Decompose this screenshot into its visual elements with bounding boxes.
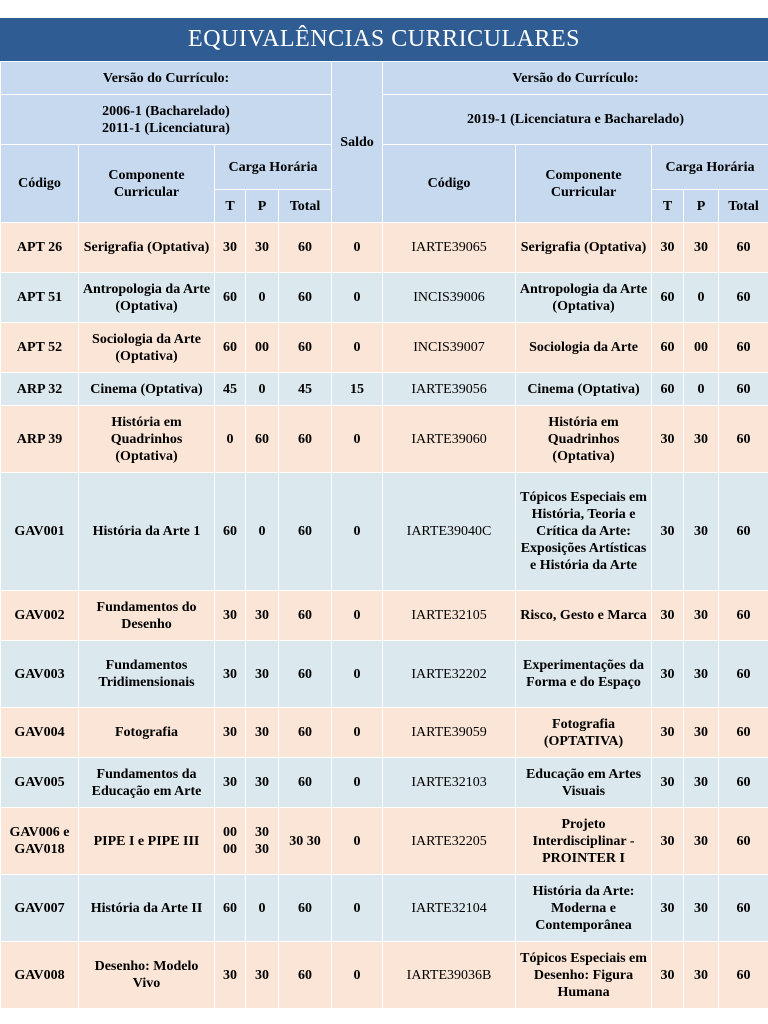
old-component-cell: PIPE I e PIPE III	[79, 808, 215, 875]
table-row	[1, 223, 768, 273]
balance-cell: 0	[332, 708, 383, 758]
new-code-cell: IARTE32105	[383, 591, 516, 641]
old-p-cell: 0	[246, 473, 279, 591]
new-component-cell: Tópicos Especiais em Desenho: Figura Humana	[516, 942, 652, 1009]
new-p-cell: 30	[684, 758, 719, 808]
new-component-cell: Experimentações da Forma e do Espaço	[516, 641, 652, 708]
left-version-line1: 2006-1 (Bacharelado)	[102, 103, 230, 119]
new-component-cell: História da Arte: Moderna e Contemporânea	[516, 875, 652, 942]
new-component-cell: Fotografia (OPTATIVA)	[516, 708, 652, 758]
old-component-cell: Cinema (Optativa)	[79, 373, 215, 406]
balance-cell: 0	[332, 473, 383, 591]
balance-cell: 0	[332, 223, 383, 273]
new-component-cell: Educação em Artes Visuais	[516, 758, 652, 808]
left-version-line2: 2011-1 (Licenciatura)	[102, 120, 230, 136]
old-code-cell: GAV001	[1, 473, 79, 591]
new-t-cell: 30	[652, 758, 684, 808]
balance-cell: 0	[332, 942, 383, 1009]
old-t-cell: 30	[215, 942, 246, 1009]
old-total-cell: 60	[279, 273, 332, 323]
new-total-cell: 60	[719, 591, 768, 641]
old-code-cell: GAV002	[1, 591, 79, 641]
balance-cell: 0	[332, 758, 383, 808]
new-p-cell: 30	[684, 808, 719, 875]
table-row	[1, 373, 768, 406]
table-row	[1, 591, 768, 641]
new-t-cell: 60	[652, 323, 684, 373]
old-total-cell: 60	[279, 323, 332, 373]
new-t-cell: 60	[652, 273, 684, 323]
new-code-cell: IARTE39040C	[383, 473, 516, 591]
table-row	[1, 758, 768, 808]
new-component-cell: Cinema (Optativa)	[516, 373, 652, 406]
new-total-cell: 60	[719, 273, 768, 323]
old-t-cell: 30	[215, 641, 246, 708]
old-p-cell: 0	[246, 273, 279, 323]
old-code-cell: ARP 32	[1, 373, 79, 406]
new-total-cell: 60	[719, 641, 768, 708]
old-p-cell: 0	[246, 373, 279, 406]
new-code-cell: IARTE32103	[383, 758, 516, 808]
right-t-header: T	[652, 190, 684, 223]
new-t-cell: 30	[652, 808, 684, 875]
old-total-cell: 60	[279, 406, 332, 473]
old-t-cell: 30	[215, 223, 246, 273]
new-total-cell: 60	[719, 323, 768, 373]
old-t-cell: 30	[215, 708, 246, 758]
old-component-cell: Sociologia da Arte (Optativa)	[79, 323, 215, 373]
old-p-cell: 30 30	[246, 808, 279, 875]
right-p-header: P	[684, 190, 719, 223]
old-component-cell: Fotografia	[79, 708, 215, 758]
table-row	[1, 708, 768, 758]
old-code-cell: APT 26	[1, 223, 79, 273]
old-code-cell: GAV004	[1, 708, 79, 758]
left-total-header: Total	[279, 190, 332, 223]
new-component-cell: Projeto Interdisciplinar - PROINTER I	[516, 808, 652, 875]
new-t-cell: 30	[652, 223, 684, 273]
new-p-cell: 30	[684, 942, 719, 1009]
table-row	[1, 473, 768, 591]
old-code-cell: GAV003	[1, 641, 79, 708]
new-total-cell: 60	[719, 473, 768, 591]
old-code-cell: APT 51	[1, 273, 79, 323]
new-t-cell: 30	[652, 473, 684, 591]
left-workload-header: Carga Horária	[215, 145, 332, 190]
table-row	[1, 641, 768, 708]
old-component-cell: História em Quadrinhos (Optativa)	[79, 406, 215, 473]
right-version-value: 2019-1 (Licenciatura e Bacharelado)	[383, 95, 768, 145]
new-code-cell: IARTE39059	[383, 708, 516, 758]
old-t-cell: 0	[215, 406, 246, 473]
new-p-cell: 30	[684, 875, 719, 942]
page-title: EQUIVALÊNCIAS CURRICULARES	[0, 18, 768, 61]
old-t-cell: 60	[215, 875, 246, 942]
balance-cell: 0	[332, 273, 383, 323]
new-t-cell: 30	[652, 942, 684, 1009]
balance-cell: 0	[332, 808, 383, 875]
table-row	[1, 808, 768, 875]
old-component-cell: História da Arte II	[79, 875, 215, 942]
old-t-cell: 00 00	[215, 808, 246, 875]
old-p-cell: 30	[246, 708, 279, 758]
right-component-header: Componente Curricular	[516, 145, 652, 223]
old-total-cell: 60	[279, 708, 332, 758]
new-code-cell: INCIS39007	[383, 323, 516, 373]
right-code-header: Código	[383, 145, 516, 223]
new-code-cell: IARTE32104	[383, 875, 516, 942]
old-p-cell: 00	[246, 323, 279, 373]
old-total-cell: 60	[279, 875, 332, 942]
table-row	[1, 942, 768, 1009]
old-total-cell: 30 30	[279, 808, 332, 875]
new-total-cell: 60	[719, 942, 768, 1009]
old-code-cell: APT 52	[1, 323, 79, 373]
new-total-cell: 60	[719, 808, 768, 875]
balance-cell: 0	[332, 323, 383, 373]
new-t-cell: 30	[652, 406, 684, 473]
right-version-label: Versão do Currículo:	[383, 62, 768, 95]
old-t-cell: 30	[215, 591, 246, 641]
new-code-cell: IARTE39056	[383, 373, 516, 406]
new-component-cell: Risco, Gesto e Marca	[516, 591, 652, 641]
new-component-cell: Antropologia da Arte (Optativa)	[516, 273, 652, 323]
new-component-cell: História em Quadrinhos (Optativa)	[516, 406, 652, 473]
new-component-cell: Tópicos Especiais em História, Teoria e Crítica da Arte: Exposições Artísticas e História da Arte	[516, 473, 652, 591]
old-t-cell: 60	[215, 323, 246, 373]
new-code-cell: INCIS39006	[383, 273, 516, 323]
new-total-cell: 60	[719, 406, 768, 473]
old-code-cell: GAV007	[1, 875, 79, 942]
equivalence-table	[0, 61, 768, 1009]
old-p-cell: 30	[246, 223, 279, 273]
table-row	[1, 323, 768, 373]
new-t-cell: 30	[652, 591, 684, 641]
old-p-cell: 30	[246, 758, 279, 808]
old-component-cell: Desenho: Modelo Vivo	[79, 942, 215, 1009]
old-code-cell: ARP 39	[1, 406, 79, 473]
old-code-cell: GAV006 e GAV018	[1, 808, 79, 875]
old-t-cell: 30	[215, 758, 246, 808]
old-total-cell: 60	[279, 591, 332, 641]
new-p-cell: 30	[684, 473, 719, 591]
left-component-header: Componente Curricular	[79, 145, 215, 223]
new-code-cell: IARTE39060	[383, 406, 516, 473]
new-p-cell: 0	[684, 373, 719, 406]
new-total-cell: 60	[719, 758, 768, 808]
new-code-cell: IARTE32205	[383, 808, 516, 875]
new-code-cell: IARTE39036B	[383, 942, 516, 1009]
balance-cell: 0	[332, 641, 383, 708]
new-t-cell: 30	[652, 708, 684, 758]
new-p-cell: 30	[684, 641, 719, 708]
old-total-cell: 60	[279, 942, 332, 1009]
new-code-cell: IARTE32202	[383, 641, 516, 708]
old-component-cell: Serigrafia (Optativa)	[79, 223, 215, 273]
left-version-value	[1, 95, 332, 145]
balance-cell: 0	[332, 875, 383, 942]
new-t-cell: 60	[652, 373, 684, 406]
old-t-cell: 45	[215, 373, 246, 406]
old-total-cell: 60	[279, 223, 332, 273]
new-t-cell: 30	[652, 875, 684, 942]
new-t-cell: 30	[652, 641, 684, 708]
new-p-cell: 00	[684, 323, 719, 373]
old-component-cell: História da Arte 1	[79, 473, 215, 591]
balance-cell: 0	[332, 591, 383, 641]
table-row	[1, 875, 768, 942]
old-component-cell: Fundamentos da Educação em Arte	[79, 758, 215, 808]
old-t-cell: 60	[215, 273, 246, 323]
new-code-cell: IARTE39065	[383, 223, 516, 273]
left-p-header: P	[246, 190, 279, 223]
new-p-cell: 30	[684, 591, 719, 641]
right-workload-header: Carga Horária	[652, 145, 768, 190]
new-p-cell: 30	[684, 406, 719, 473]
old-component-cell: Fundamentos do Desenho	[79, 591, 215, 641]
table-row	[1, 406, 768, 473]
left-version-label: Versão do Currículo:	[1, 62, 332, 95]
old-p-cell: 30	[246, 641, 279, 708]
new-component-cell: Serigrafia (Optativa)	[516, 223, 652, 273]
old-p-cell: 60	[246, 406, 279, 473]
old-code-cell: GAV008	[1, 942, 79, 1009]
old-p-cell: 0	[246, 875, 279, 942]
balance-cell: 0	[332, 406, 383, 473]
left-t-header: T	[215, 190, 246, 223]
new-p-cell: 0	[684, 273, 719, 323]
new-total-cell: 60	[719, 373, 768, 406]
old-t-cell: 60	[215, 473, 246, 591]
old-component-cell: Fundamentos Tridimensionais	[79, 641, 215, 708]
new-p-cell: 30	[684, 708, 719, 758]
new-total-cell: 60	[719, 223, 768, 273]
old-p-cell: 30	[246, 591, 279, 641]
old-component-cell: Antropologia da Arte (Optativa)	[79, 273, 215, 323]
new-p-cell: 30	[684, 223, 719, 273]
new-total-cell: 60	[719, 875, 768, 942]
old-total-cell: 60	[279, 641, 332, 708]
right-total-header: Total	[719, 190, 768, 223]
new-component-cell: Sociologia da Arte	[516, 323, 652, 373]
balance-header: Saldo	[332, 62, 383, 223]
old-code-cell: GAV005	[1, 758, 79, 808]
old-total-cell: 60	[279, 473, 332, 591]
table-row	[1, 273, 768, 323]
new-total-cell: 60	[719, 708, 768, 758]
left-code-header: Código	[1, 145, 79, 223]
old-total-cell: 60	[279, 758, 332, 808]
old-p-cell: 30	[246, 942, 279, 1009]
old-total-cell: 45	[279, 373, 332, 406]
balance-cell: 15	[332, 373, 383, 406]
